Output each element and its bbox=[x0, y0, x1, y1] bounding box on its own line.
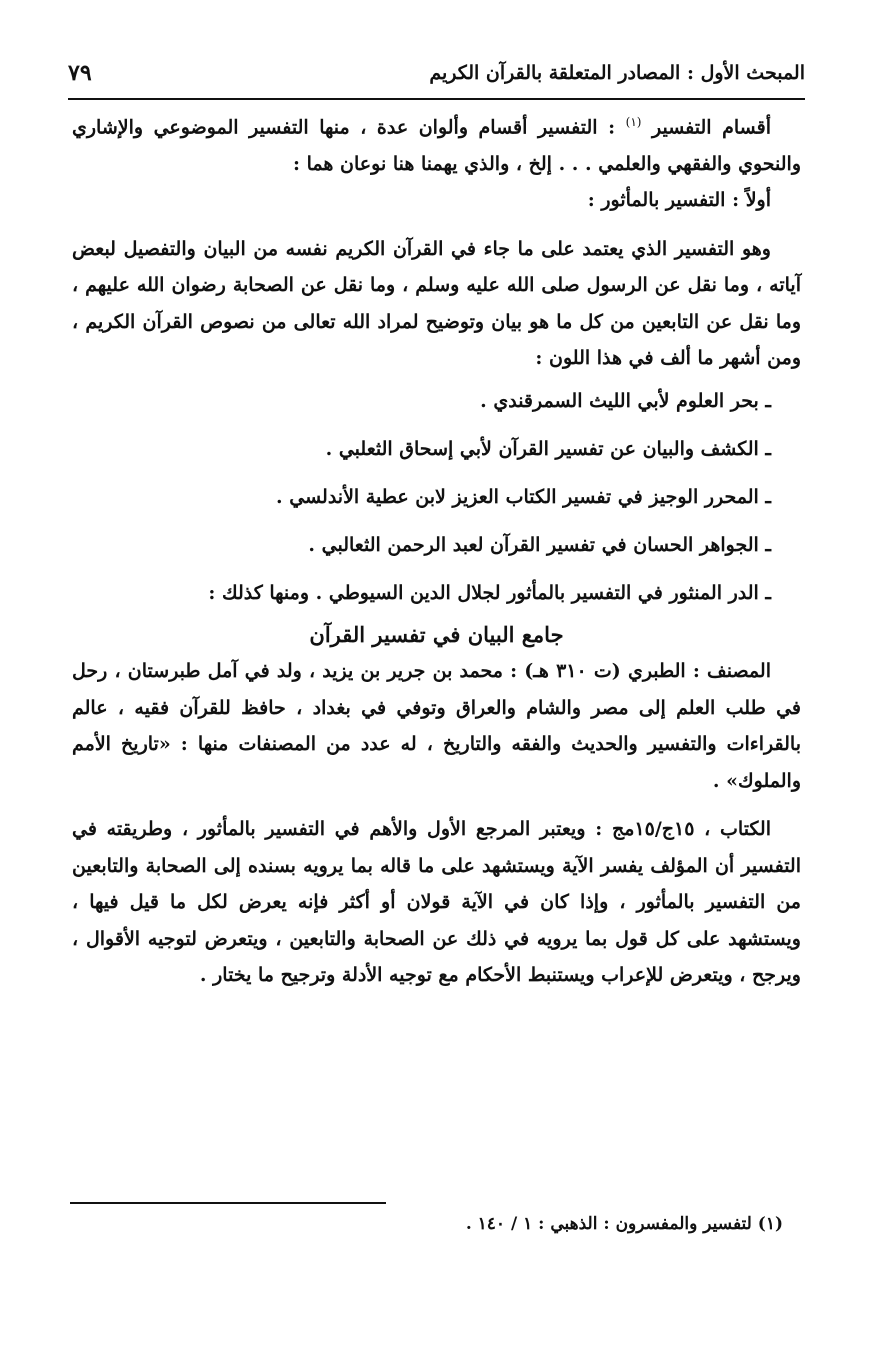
page-number: ٧٩ bbox=[68, 60, 92, 86]
works-list bbox=[72, 377, 801, 617]
author-paragraph: المصنف : الطبري (ت ٣١٠ هـ) : محمد بن جرير بن يزيد ، ولد في آمل طبرستان ، رحل في طلب العلم إلى مصر والشام والعراق وتوفي في بغداد ، حافظ للقرآن فقيه ، عالم بالقراءات والتفسير والحديث والفقه والتاريخ ، له عدد من المصنفات منها : «تاريخ الأمم والملوك» . bbox=[72, 660, 801, 792]
intro-paragraph bbox=[72, 104, 801, 182]
page-body bbox=[72, 104, 801, 994]
list-item: ـ الدر المنثور في التفسير بالمأثور لجلال الدين السيوطي . ومنها كذلك : bbox=[208, 581, 771, 604]
intro-text-line2: والإشاري والنحوي والفقهي والعلمي . . . إلخ ، والذي يهمنا هنا نوعان هما : bbox=[72, 116, 801, 175]
book-title: جامع البيان في تفسير القرآن bbox=[309, 621, 564, 647]
running-title: المبحث الأول : المصادر المتعلقة بالقرآن الكريم bbox=[429, 62, 805, 84]
list-item: ـ بحر العلوم لأبي الليث السمرقندي . bbox=[480, 389, 771, 412]
list-item: ـ المحرر الوجيز في تفسير الكتاب العزيز لابن عطية الأندلسي . bbox=[276, 485, 771, 508]
paragraph-tafsir-mathur: وهو التفسير الذي يعتمد على ما جاء في القرآن الكريم نفسه من البيان والتفصيل لبعض آياته ، وما نقل عن الرسول صلى الله عليه وسلم ، وما نقل عن الصحابة رضوان الله عليهم ، وما نقل عن التابعين من كل ما هو بيان وتوضيح لمراد الله تعالى من نصوص القرآن الكريم ، ومن أشهر ما ألف في هذا اللون : bbox=[72, 237, 801, 370]
intro-label: أقسام التفسير bbox=[652, 116, 771, 139]
page-header bbox=[68, 52, 805, 100]
spacer bbox=[72, 799, 801, 811]
book-paragraph: الكتاب ، ١٥ج/١٥مج : ويعتبر المرجع الأول والأهم في التفسير بالمأثور ، وطريقته في التفسير أن المؤلف يفسر الآية ويستشهد على ما قاله بما يرويه بسنده إلى الصحابة والتابعين من التفسير بالمأثور ، وإذا كان في الآية قولان أو أكثر فإنه يعرض لكل ما قيل فيها ، ويستشهد على كل قول بما يرويه في ذلك عن الصحابة والتابعين ، ويتعرض لتوجيه الأقوال ، ويرجح ، ويتعرض للإعراب ويستنبط الأحكام مع توجيه الأدلة وترجيح ما يختار . bbox=[72, 818, 801, 987]
intro-text-line1: : التفسير أقسام وألوان عدة ، منها التفسير الموضوعي bbox=[153, 116, 616, 139]
footnote-reference: (١) bbox=[625, 115, 642, 129]
footnote: (١) لتفسير والمفسرون : الذهبي : ١ / ١٤٠ . bbox=[465, 1214, 783, 1234]
list-item: ـ الجواهر الحسان في تفسير القرآن لعبد الرحمن الثعالبي . bbox=[308, 533, 771, 556]
section-heading: أولاً : التفسير بالمأثور : bbox=[587, 189, 771, 212]
footnote-divider bbox=[70, 1202, 386, 1204]
spacer bbox=[72, 219, 801, 231]
list-item: ـ الكشف والبيان عن تفسير القرآن لأبي إسحاق الثعلبي . bbox=[325, 437, 771, 460]
